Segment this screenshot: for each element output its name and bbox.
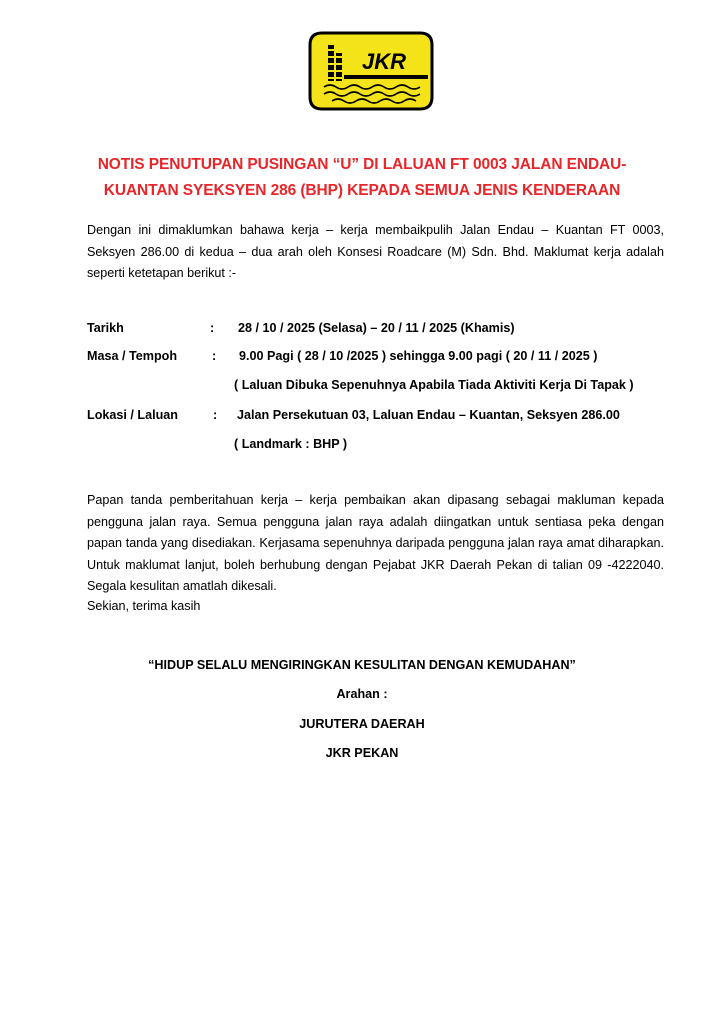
tarikh-value: 28 / 10 / 2025 (Selasa) – 20 / 11 / 2025 (Khamis)	[238, 321, 515, 335]
intro-paragraph: Dengan ini dimaklumkan bahawa kerja – kerja membaikpulih Jalan Endau – Kuantan FT 0003, Seksyen 286.00 di kedua – dua arah oleh Konsesi Roadcare (M) Sdn. Bhd. Maklumat kerja adalah seperti ketetapan berikut :-	[87, 223, 664, 281]
tarikh-label: Tarikh	[87, 321, 124, 335]
title-line-1: NOTIS PENUTUPAN PUSINGAN “U” DI LALUAN FT 0003 JALAN ENDAU-	[97, 156, 627, 173]
closing-text: Sekian, terima kasih	[87, 599, 201, 613]
notice-paragraph: Papan tanda pemberitahuan kerja – kerja pembaikan akan dipasang sebagai makluman kepada pengguna jalan raya. Semua pengguna jalan raya adalah diingatkan untuk sentiasa peka dengan papan tanda yang disediakan. Kerjasama sepenuhnya daripada pengguna jalan raya amat diharapkan. Untuk maklumat lanjut, boleh berhubung dengan Pejabat JKR Daerah Pekan di talian 09 -4222040. Segala kesulitan amatlah dikesali.	[87, 493, 664, 594]
signoff-arahan: Arahan :	[336, 687, 388, 701]
notice-title	[60, 152, 664, 204]
lokasi-note: ( Landmark : BHP )	[234, 437, 348, 451]
lokasi-colon: :	[213, 408, 218, 422]
title-line-2: KUANTAN SYEKSYEN 286 (BHP) KEPADA SEMUA JENIS KENDERAAN	[103, 182, 621, 199]
masa-label: Masa / Tempoh	[87, 349, 178, 363]
signoff-position: JURUTERA DAERAH	[299, 717, 425, 731]
masa-note: ( Laluan Dibuka Sepenuhnya Apabila Tiada Aktiviti Kerja Di Tapak )	[234, 378, 634, 392]
signoff-office: JKR PEKAN	[325, 746, 399, 760]
logo-text: JKR	[361, 49, 407, 74]
jkr-logo	[308, 31, 434, 111]
motto: “HIDUP SELALU MENGIRINGKAN KESULITAN DENGAN KEMUDAHAN”	[148, 658, 576, 672]
masa-colon: :	[212, 349, 217, 363]
lokasi-value: Jalan Persekutuan 03, Laluan Endau – Kuantan, Seksyen 286.00	[237, 408, 620, 422]
lokasi-label: Lokasi / Laluan	[87, 408, 178, 422]
tarikh-colon: :	[210, 321, 215, 335]
masa-value: 9.00 Pagi ( 28 / 10 /2025 ) sehingga 9.00 pagi ( 20 / 11 / 2025 )	[239, 349, 598, 363]
